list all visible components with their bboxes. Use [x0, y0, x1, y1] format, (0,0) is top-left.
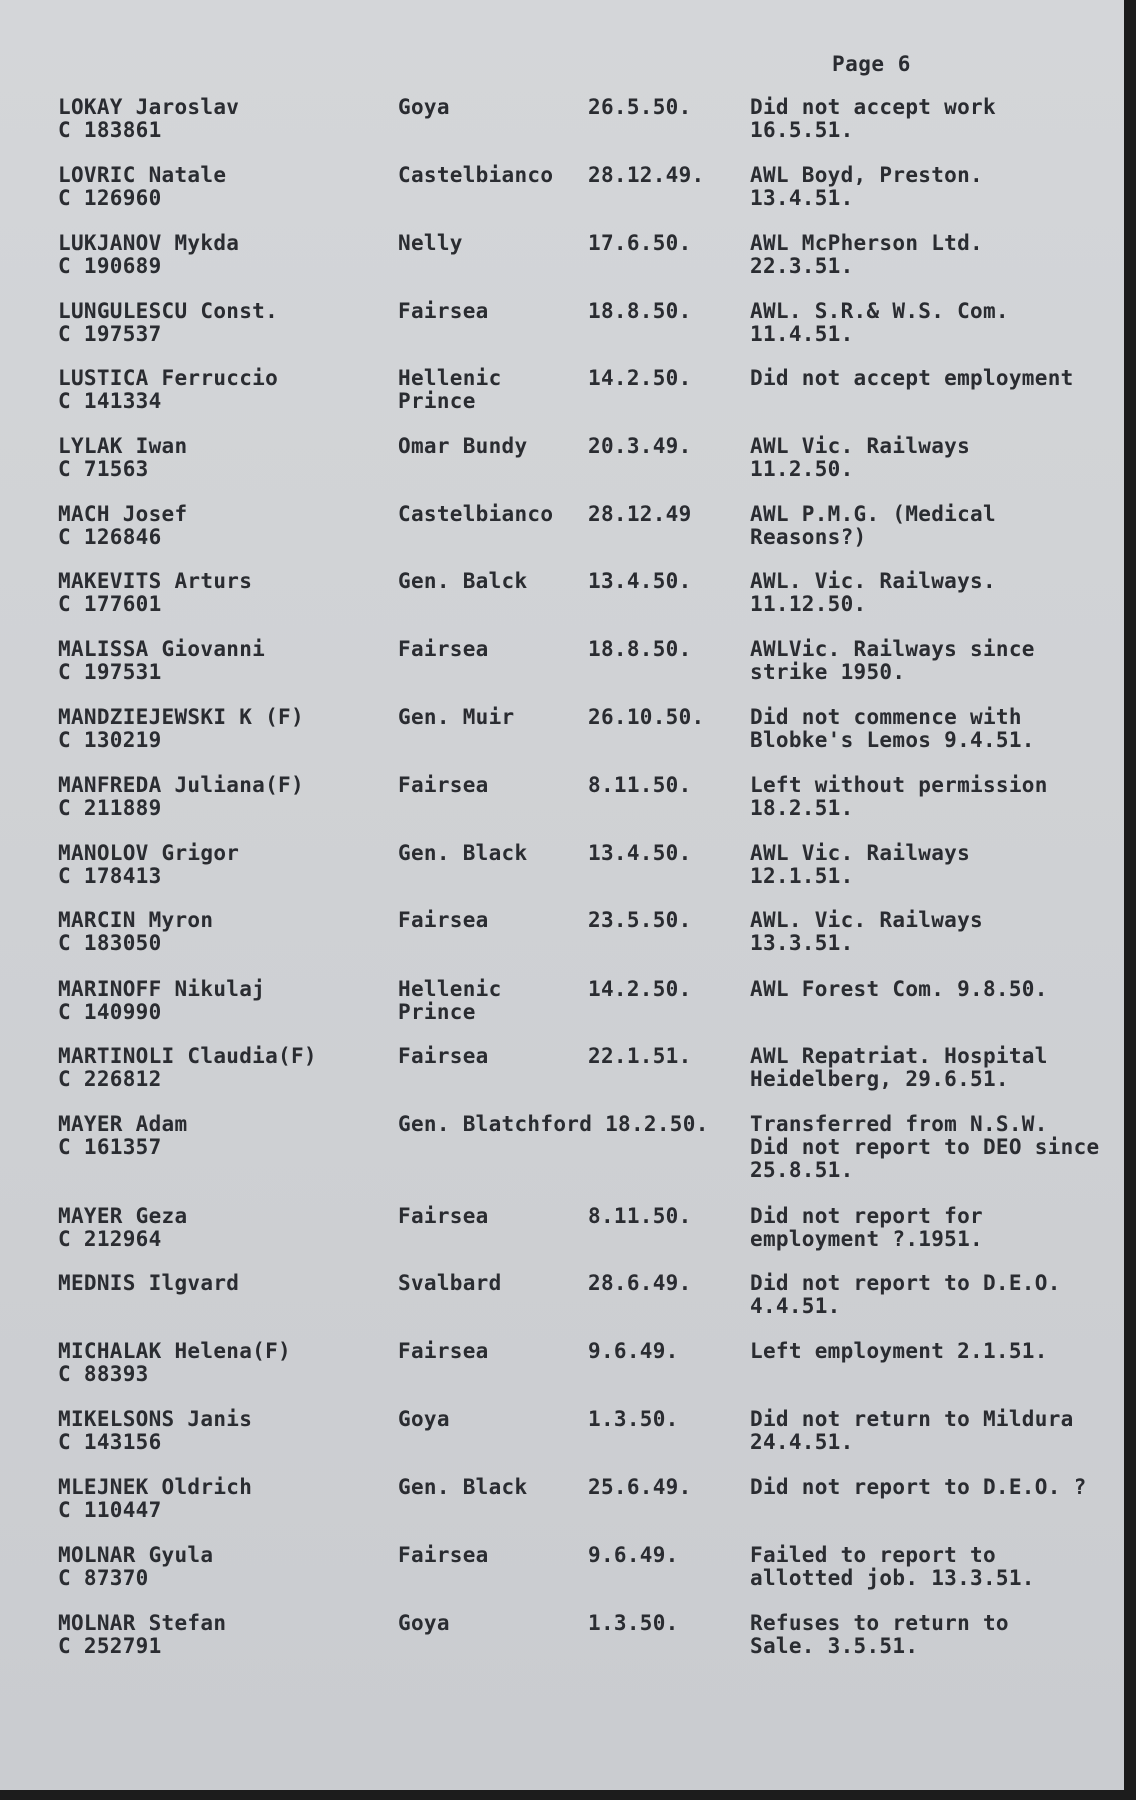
ship-name: Hellenic Prince: [398, 977, 502, 1024]
person-name-and-number: [58, 1340, 388, 1386]
arrival-date: 18.8.50.: [588, 637, 692, 661]
ship-name: Omar Bundy: [398, 434, 528, 458]
person-name-and-number: [58, 570, 388, 616]
registration-number: C 141334: [58, 389, 162, 413]
status-note: Left without permission 18.2.51.: [750, 773, 1048, 820]
ship-name: Svalbard: [398, 1271, 502, 1295]
person-name-and-number: [58, 435, 388, 481]
status-note: AWLVic. Railways since strike 1950.: [750, 637, 1035, 684]
person-name: MAYER Geza: [58, 1204, 188, 1228]
person-name-and-number: [58, 638, 388, 684]
person-name-and-number: [58, 1113, 388, 1159]
person-name: LUNGULESCU Const.: [58, 299, 279, 323]
person-name: MOLNAR Stefan: [58, 1611, 227, 1635]
ship-name: Gen. Balck: [398, 569, 528, 593]
person-name-and-number: [58, 96, 388, 142]
person-name: MANFREDA Juliana(F): [58, 773, 304, 797]
registration-number: C 130219: [58, 728, 162, 752]
registration-number: C 71563: [58, 457, 149, 481]
person-name: MAKEVITS Arturs: [58, 569, 253, 593]
arrival-date: 1.3.50.: [588, 1611, 679, 1635]
ship-name: Goya: [398, 95, 450, 119]
person-name-and-number: [58, 503, 388, 549]
registration-number: C 226812: [58, 1067, 162, 1091]
person-name-and-number: [58, 1045, 388, 1091]
status-note: Left employment 2.1.51.: [750, 1339, 1048, 1363]
person-name: LOKAY Jaroslav: [58, 95, 240, 119]
status-note: AWL. Vic. Railways 13.3.51.: [750, 908, 983, 955]
arrival-date: 13.4.50.: [588, 569, 692, 593]
person-name: MANOLOV Grigor: [58, 841, 240, 865]
registration-number: C 197537: [58, 322, 162, 346]
registration-number: C 110447: [58, 1498, 162, 1522]
registration-number: C 212964: [58, 1227, 162, 1251]
arrival-date: 22.1.51.: [588, 1044, 692, 1068]
ship-name: Nelly: [398, 231, 463, 255]
registration-number: C 87370: [58, 1566, 149, 1590]
person-name: MICHALAK Helena(F): [58, 1339, 291, 1363]
ship-name: Gen. Black: [398, 1475, 528, 1499]
person-name: MEDNIS Ilgvard: [58, 1271, 240, 1295]
person-name-and-number: [58, 842, 388, 888]
status-note: AWL Forest Com. 9.8.50.: [750, 977, 1048, 1001]
person-name-and-number: [58, 300, 388, 346]
person-name-and-number: [58, 1205, 388, 1251]
status-note: AWL P.M.G. (Medical Reasons?): [750, 502, 996, 549]
person-name: MLEJNEK Oldrich: [58, 1475, 253, 1499]
arrival-date: 25.6.49.: [588, 1475, 692, 1499]
person-name-and-number: [58, 164, 388, 210]
arrival-date: 9.6.49.: [588, 1543, 679, 1567]
person-name: MIKELSONS Janis: [58, 1407, 253, 1431]
status-note: Did not accept work 16.5.51.: [750, 95, 996, 142]
arrival-date: 14.2.50.: [588, 366, 692, 390]
person-name: MOLNAR Gyula: [58, 1543, 214, 1567]
ship-name: Fairsea: [398, 1543, 489, 1567]
ship-name: Goya: [398, 1611, 450, 1635]
arrival-date: 23.5.50.: [588, 908, 692, 932]
status-note: AWL. Vic. Railways. 11.12.50.: [750, 569, 996, 616]
ship-name: Fairsea: [398, 908, 489, 932]
status-note: Did not accept employment: [750, 366, 1074, 390]
arrival-date: 14.2.50.: [588, 977, 692, 1001]
status-note: Did not commence with Blobke's Lemos 9.4.51.: [750, 705, 1035, 752]
person-name-and-number: [58, 1476, 388, 1522]
ship-name: Fairsea: [398, 1044, 489, 1068]
person-name: MACH Josef: [58, 502, 188, 526]
page-number: Page 6: [832, 52, 911, 76]
arrival-date: 8.11.50.: [588, 773, 692, 797]
ship-name: Fairsea: [398, 299, 489, 323]
person-name: LUKJANOV Mykda: [58, 231, 240, 255]
person-name: MARCIN Myron: [58, 908, 214, 932]
registration-number: C 177601: [58, 592, 162, 616]
status-note: AWL. S.R.& W.S. Com. 11.4.51.: [750, 299, 1009, 346]
status-note: AWL Boyd, Preston. 13.4.51.: [750, 163, 983, 210]
ship-name: Fairsea: [398, 773, 489, 797]
person-name-and-number: [58, 232, 388, 278]
arrival-date: 18.8.50.: [588, 299, 692, 323]
arrival-date: 20.3.49.: [588, 434, 692, 458]
status-note: Did not return to Mildura 24.4.51.: [750, 1407, 1074, 1454]
arrival-date: 17.6.50.: [588, 231, 692, 255]
status-note: AWL McPherson Ltd. 22.3.51.: [750, 231, 983, 278]
registration-number: C 211889: [58, 796, 162, 820]
registration-number: C 126846: [58, 525, 162, 549]
ship-name: Hellenic Prince: [398, 366, 502, 413]
person-name: MARINOFF Nikulaj: [58, 977, 266, 1001]
status-note: Transferred from N.S.W. Did not report to DEO since 25.8.51.: [750, 1112, 1100, 1182]
person-name: MANDZIEJEWSKI K (F): [58, 705, 304, 729]
ship-name: Fairsea: [398, 1204, 489, 1228]
person-name: LOVRIC Natale: [58, 163, 227, 187]
ship-name: Castelbianco: [398, 163, 554, 187]
arrival-date: 28.12.49: [588, 502, 692, 526]
status-note: Did not report to D.E.O. ?: [750, 1475, 1087, 1499]
arrival-date: 26.10.50.: [588, 705, 705, 729]
status-note: Did not report to D.E.O. 4.4.51.: [750, 1271, 1061, 1318]
registration-number: C 190689: [58, 254, 162, 278]
registration-number: C 161357: [58, 1135, 162, 1159]
ship-name: Fairsea: [398, 637, 489, 661]
person-name-and-number: [58, 1612, 388, 1658]
registration-number: C 183050: [58, 931, 162, 955]
person-name-and-number: [58, 978, 388, 1024]
ship-name: Goya: [398, 1407, 450, 1431]
registration-number: C 183861: [58, 118, 162, 142]
person-name-and-number: [58, 909, 388, 955]
registration-number: C 197531: [58, 660, 162, 684]
arrival-date: 9.6.49.: [588, 1339, 679, 1363]
registration-number: C 140990: [58, 1000, 162, 1024]
registration-number: C 126960: [58, 186, 162, 210]
arrival-date: 26.5.50.: [588, 95, 692, 119]
person-name-and-number: [58, 367, 388, 413]
person-name: LYLAK Iwan: [58, 434, 188, 458]
arrival-date: 28.6.49.: [588, 1271, 692, 1295]
arrival-date: 13.4.50.: [588, 841, 692, 865]
person-name-and-number: [58, 1408, 388, 1454]
status-note: Did not report for employment ?.1951.: [750, 1204, 983, 1251]
ship-name: Gen. Black: [398, 841, 528, 865]
arrival-date: 28.12.49.: [588, 163, 705, 187]
status-note: AWL Vic. Railways 12.1.51.: [750, 841, 971, 888]
arrival-date: 8.11.50.: [588, 1204, 692, 1228]
registration-number: C 252791: [58, 1634, 162, 1658]
person-name: LUSTICA Ferruccio: [58, 366, 279, 390]
status-note: Refuses to return to Sale. 3.5.51.: [750, 1611, 1009, 1658]
status-note: AWL Repatriat. Hospital Heidelberg, 29.6.51.: [750, 1044, 1048, 1091]
arrival-date: 1.3.50.: [588, 1407, 679, 1431]
person-name: MARTINOLI Claudia(F): [58, 1044, 317, 1068]
ship-name: Fairsea: [398, 1339, 489, 1363]
ship-name: Gen. Muir: [398, 705, 515, 729]
registration-number: C 143156: [58, 1430, 162, 1454]
person-name-and-number: [58, 1272, 388, 1295]
person-name-and-number: [58, 774, 388, 820]
person-name: MAYER Adam: [58, 1112, 188, 1136]
status-note: AWL Vic. Railways 11.2.50.: [750, 434, 971, 481]
person-name: MALISSA Giovanni: [58, 637, 266, 661]
person-name-and-number: [58, 1544, 388, 1590]
registration-number: C 88393: [58, 1362, 149, 1386]
ship-name: Gen. Blatchford 18.2.50.: [398, 1112, 709, 1136]
registration-number: C 178413: [58, 864, 162, 888]
ship-name: Castelbianco: [398, 502, 554, 526]
status-note: Failed to report to allotted job. 13.3.51.: [750, 1543, 1035, 1590]
person-name-and-number: [58, 706, 388, 752]
